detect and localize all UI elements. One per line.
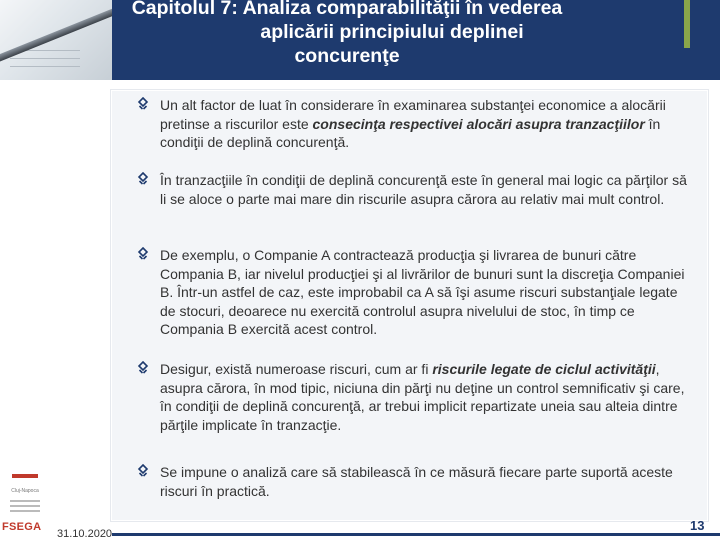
bullet-item: [136, 463, 691, 500]
diamond-bullet-icon: [136, 247, 150, 261]
content-panel: [112, 91, 707, 520]
logo-text: FSEGA: [2, 521, 42, 533]
diamond-bullet-icon: [136, 464, 150, 478]
bullet-text-emphasis: consecinţa respectivei alocări asupra tranzacţiilor: [312, 115, 645, 132]
diamond-bullet-icon: [136, 172, 150, 186]
title-line-1: Capitolul 7: Analiza comparabilităţii în vederea: [131, 0, 563, 19]
bullet-text-plain: , asupra cărora, în mod tipic, niciuna din părţi nu deţine un control semnificativ şi care, în condiţii de deplină concurenţă, ar trebui implicit repartizate uneia sau alteia dintre părţile implicate în tranzacţie.: [160, 361, 685, 433]
bullet-text-plain: în condiţii de deplină concurenţă.: [160, 115, 661, 150]
bullet-text: [160, 360, 691, 434]
logo-caption: Cluj-Napoca: [11, 488, 39, 494]
bullet-item: [136, 96, 691, 152]
bullet-text: [160, 96, 691, 152]
bullet-text: În tranzacţiile în condiţii de deplină concurenţă este în general mai logic ca părţilor să li se aloce o parte mai mare din riscurile asupra cărora au relativ mai mult control.: [160, 172, 687, 207]
title-line-2: aplicării principiului deplinei: [260, 21, 524, 43]
bullet-text: De exemplu, o Companie A contractează producţia şi livrarea de bunuri către Compania B, iar nivelul producţiei şi al livrărilor de bunuri sunt la discreţia Companiei B. Într-un astfel de caz, este improbabil ca A să îşi asume riscuri substanţiale legate de stocuri, deoarece nu exercită controlul asupra nivelului de stoc, în timp ce Compania B exercită acest control.: [160, 247, 685, 337]
footer-line: [112, 533, 720, 536]
accent-bar: [684, 0, 690, 48]
bullet-item: [136, 246, 691, 339]
bullet-text-plain: Desigur, există numeroase riscuri, cum ar fi: [160, 361, 433, 377]
slide-title: [112, 0, 692, 68]
bullet-text-emphasis: riscurile legate de ciclul activităţii: [432, 361, 656, 377]
bullet-item: [136, 360, 691, 434]
page-number: 13: [690, 518, 705, 533]
bullet-text: Se impune o analiză care să stabilească în ce măsură fiecare parte suportă aceste riscuri în practică.: [160, 464, 673, 499]
title-line-3: concurenţe: [294, 45, 400, 67]
slide-date: 31.10.2020: [57, 528, 113, 540]
bullet-text-plain: Un alt factor de luat în considerare în examinarea substanţei economice a alocării pretinse a riscurilor este: [160, 97, 666, 132]
slide-header: [0, 0, 720, 80]
bullet-item: [136, 171, 691, 208]
diamond-bullet-icon: [136, 361, 150, 375]
diamond-bullet-icon: [136, 97, 150, 111]
